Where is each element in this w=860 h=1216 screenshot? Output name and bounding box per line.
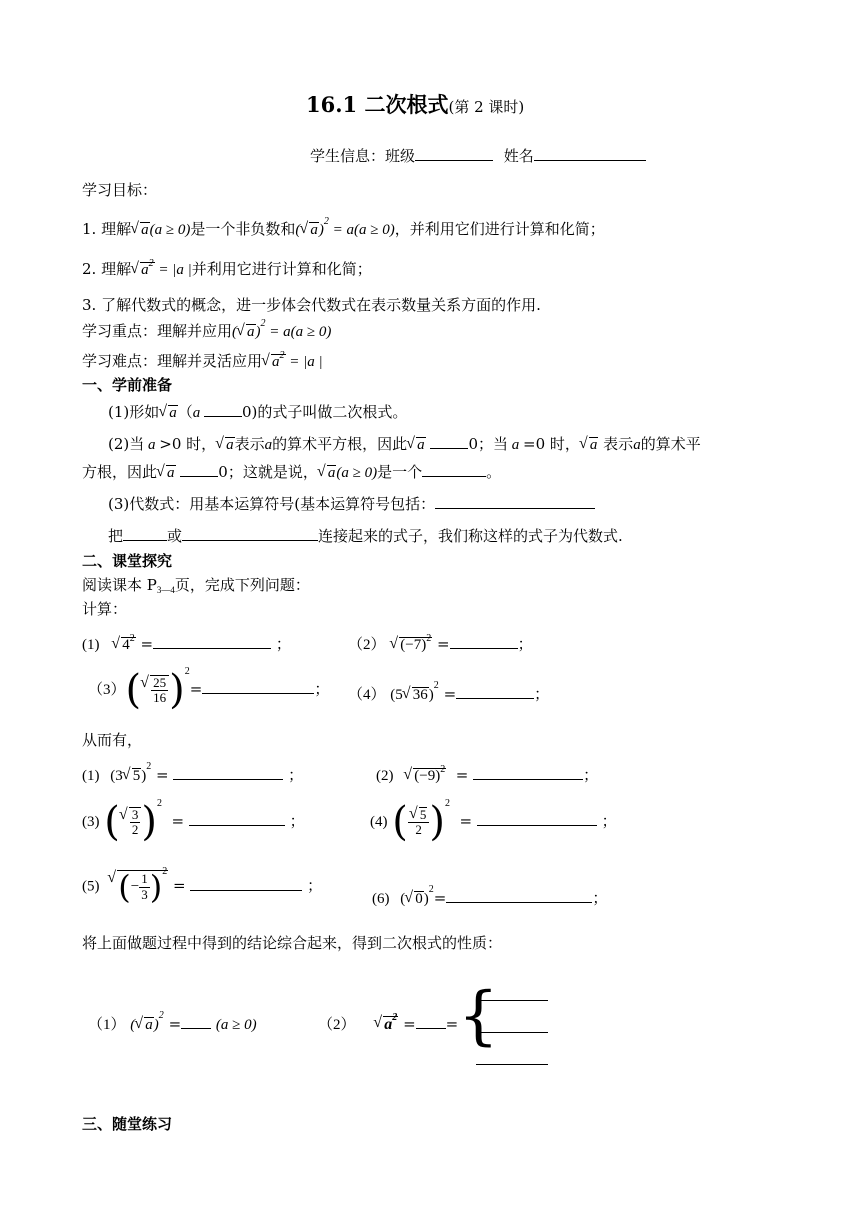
result-1-label: (1) xyxy=(82,768,100,784)
prep-2-b: >0 时， xyxy=(159,435,217,453)
prep-3-d: 连接起来的式子，我们称这样的式子为代数式. xyxy=(318,527,623,545)
sqrt-neg-one-third-squared: √ (− $\frac{1}{3}$ )$^2$ xyxy=(108,870,168,903)
prep-2-e: 0；当 xyxy=(468,435,508,453)
three-sqrt5-squared: (3√ 5)$^2$ xyxy=(110,768,151,784)
property-1-label: （1） xyxy=(88,1017,126,1033)
sqrt-a-math: √ a xyxy=(159,404,178,422)
difficulty-label: 学习难点：理解并灵活应用 xyxy=(82,352,263,370)
var-a: a xyxy=(264,437,273,453)
prep-2-h: 的算术平 xyxy=(640,435,701,453)
sqrt-a-math: √ a xyxy=(407,436,426,454)
name-blank[interactable] xyxy=(534,146,646,161)
prep-2-f: =0 时， xyxy=(523,435,580,453)
sqrt-a-math: √ a xyxy=(131,221,150,239)
section-1-heading: 一、学前准备 xyxy=(82,376,173,394)
result-3-blank[interactable] xyxy=(189,811,285,826)
prep-item-2-line1 xyxy=(108,434,701,454)
student-info xyxy=(310,146,646,165)
var-a: a xyxy=(192,405,205,421)
difficulty-math: √ $a^2 = |a$ | xyxy=(262,354,323,370)
prep-1-a: (1)形如 xyxy=(108,403,160,421)
prep-2-line2-c: 是一个 xyxy=(377,463,423,481)
result-6: (6) (√ 0)$^2$= ； xyxy=(372,888,607,908)
objective-3: 3. 了解代数式的概念，进一步体会代数式在表示数量关系方面的作用. xyxy=(82,296,541,314)
key-point xyxy=(82,318,332,341)
prep-item-3-line1 xyxy=(108,494,595,513)
objective-2-suffix: 并利用它进行计算和化简； xyxy=(191,260,372,278)
prep-2-blank-3[interactable] xyxy=(422,462,486,477)
sqrt-a-squared-math: (√ a)$^2$ = a(a ≥ 0) xyxy=(295,222,394,238)
objective-1-suffix: ，并利用它们进行计算和化简； xyxy=(394,220,605,238)
prep-2-a: (2)当 xyxy=(108,435,145,453)
prep-3-a: (3)代数式：用基本运算符号(基本运算符号包括： xyxy=(108,495,436,513)
property-2-case-1[interactable] xyxy=(476,986,548,1001)
sqrt-3-2: √ $\frac{3}{2}$ xyxy=(120,807,142,838)
var-a: a xyxy=(508,437,523,453)
result-4-label: (4) xyxy=(370,814,388,830)
property-2: （2） √ $a^2$ = = xyxy=(318,1014,458,1034)
prep-1-c: 0)的式子叫做二次根式。 xyxy=(242,403,408,421)
objective-1-mid: 是一个非负数和 xyxy=(190,220,296,238)
calc-4-blank[interactable] xyxy=(456,684,534,699)
calc-3-blank[interactable] xyxy=(202,679,314,694)
calc-4-label: （4） xyxy=(348,687,386,703)
key-point-math: (√ a)$^2$ = a(a ≥ 0) xyxy=(232,324,331,340)
prep-2-blank-2[interactable] xyxy=(180,462,218,477)
sqrt-a-squared-math: (√ a)$^2$ xyxy=(130,1017,164,1033)
page-title xyxy=(306,92,524,117)
sqrt-4-squared: √ $4^2$ xyxy=(112,636,136,654)
property-2-case-3[interactable] xyxy=(476,1050,548,1065)
five-sqrt36-squared: (5√ 36)$^2$ xyxy=(390,687,439,703)
result-6-label: (6) xyxy=(372,891,390,907)
class-blank[interactable] xyxy=(415,146,493,161)
sqrt5-over-2: √ $\frac{5}{2}$ xyxy=(408,807,430,838)
property-2-blank[interactable] xyxy=(416,1014,446,1029)
read-instruction xyxy=(82,576,310,594)
result-4: (4) ( √ $\frac{5}{2}$ )$^2$ = ； xyxy=(370,802,617,842)
brace-symbol: { xyxy=(458,979,499,1053)
result-2-label: (2) xyxy=(376,768,394,784)
result-4-blank[interactable] xyxy=(477,811,597,826)
calc-2-label: （2） xyxy=(348,637,386,653)
calc-2: （2） √ $(-7)^2$ = ； xyxy=(348,634,533,654)
result-1-blank[interactable] xyxy=(173,765,283,780)
result-2-blank[interactable] xyxy=(473,765,583,780)
result-3: (3) ( √ $\frac{3}{2}$ )$^2$ = ； xyxy=(82,802,305,842)
read-pages: 3—4 xyxy=(156,585,175,596)
objectives-heading: 学习目标： xyxy=(82,181,158,199)
property-2-case-2[interactable] xyxy=(476,1018,548,1033)
sqrt-a-math: √ a xyxy=(216,436,235,454)
prep-3-b: 把 xyxy=(108,527,124,545)
calc-label: 计算： xyxy=(82,600,128,618)
prep-3-c: 或 xyxy=(167,527,183,545)
prep-2-d: 的算术平方根，因此 xyxy=(272,435,408,453)
var-a: a xyxy=(633,437,641,453)
calc-4: （4） (5√ 36)$^2$ = ； xyxy=(348,684,549,704)
section-2-heading: 二、课堂探究 xyxy=(82,552,173,570)
title-sub: (第 2 课时) xyxy=(448,98,525,116)
prep-item-2-line2 xyxy=(82,462,501,482)
difficulty xyxy=(82,352,323,371)
sqrt0-squared: (√ 0)$^2$ xyxy=(400,891,434,907)
result-1: (1) (3√ 5)$^2$ = ； xyxy=(82,765,303,785)
sqrt-neg9-squared: √ $(-9)^2$ xyxy=(404,767,446,785)
prep-2-line2-d: 。 xyxy=(486,463,502,481)
prep-1-blank[interactable] xyxy=(204,402,242,417)
result-2: (2) √ $(-9)^2$ = ； xyxy=(376,765,598,785)
sqrt-a2-bold: √ $a^2$ xyxy=(374,1015,398,1034)
prep-2-blank-1[interactable] xyxy=(430,434,468,449)
class-label: 学生信息：班级 xyxy=(310,147,416,165)
prep-2-line2-b: 0；这就是说， xyxy=(218,463,318,481)
read-suffix: 页，完成下列问题： xyxy=(174,576,310,594)
result-3-label: (3) xyxy=(82,814,100,830)
objective-2-prefix: 2. 理解 xyxy=(82,260,132,278)
result-6-blank[interactable] xyxy=(446,888,592,903)
sqrt-neg7-squared: √ $(-7)^2$ xyxy=(390,636,432,654)
section-3-heading: 三、随堂练习 xyxy=(82,1115,173,1133)
prep-item-1 xyxy=(108,402,407,422)
property-1-blank[interactable] xyxy=(181,1014,211,1029)
calc-1-blank[interactable] xyxy=(153,634,271,649)
prep-2-line2-a: 方根，因此 xyxy=(82,463,158,481)
conclude-text: 将上面做题过程中得到的结论综合起来，得到二次根式的性质： xyxy=(82,934,503,952)
result-5-blank[interactable] xyxy=(190,876,302,891)
read-text: 阅读课本 P xyxy=(82,576,157,594)
calc-3: （3）( √ $\frac{25}{16}$ )$^2$= ； xyxy=(88,670,329,710)
calc-1-label: (1) xyxy=(82,637,100,653)
title-main: 16.1 二次根式 xyxy=(306,92,449,117)
calc-1: (1) √ $4^2$ = ； xyxy=(82,634,291,654)
prep-item-3-line2 xyxy=(108,526,623,545)
name-label: 姓名 xyxy=(503,147,534,165)
calc-2-blank[interactable] xyxy=(450,634,518,649)
sqrt-a-ge-0-math: √ a(a ≥ 0) xyxy=(318,465,377,481)
prep-2-c: 表示 xyxy=(234,435,265,453)
sqrt-a-math: √ a xyxy=(157,464,176,482)
property-1: （1） (√ a)$^2$ = (a ≥ 0) xyxy=(88,1014,257,1034)
key-point-label: 学习重点：理解并应用 xyxy=(82,322,233,340)
prep-3-blank-2[interactable] xyxy=(123,526,167,541)
objective-1-prefix: 1. 理解 xyxy=(82,220,132,238)
a-ge-0-math: (a ≥ 0) xyxy=(149,222,191,238)
prep-3-blank-1[interactable] xyxy=(435,494,595,509)
prep-1-b: （ xyxy=(177,403,193,421)
sqrt-a2-abs-math: √ $a^2 = |a$ | xyxy=(131,262,192,278)
property-2-label: （2） xyxy=(318,1017,356,1033)
var-a: a xyxy=(144,437,160,453)
prep-3-blank-3[interactable] xyxy=(182,526,318,541)
result-5: (5) √ (− $\frac{1}{3}$ )$^2$ = ； xyxy=(82,870,322,903)
sqrt-25-16: √ $\frac{25}{16}$ xyxy=(141,675,169,706)
prep-2-g: 表示 xyxy=(603,435,634,453)
result-5-label: (5) xyxy=(82,878,100,895)
sqrt-a-math: √ a xyxy=(580,436,599,454)
objective-2 xyxy=(82,260,372,279)
calc-3-label: （3） xyxy=(88,682,126,698)
a-ge-0-math: (a ≥ 0) xyxy=(215,1017,257,1033)
thus-label: 从而有， xyxy=(82,731,143,749)
objective-1 xyxy=(82,216,605,239)
